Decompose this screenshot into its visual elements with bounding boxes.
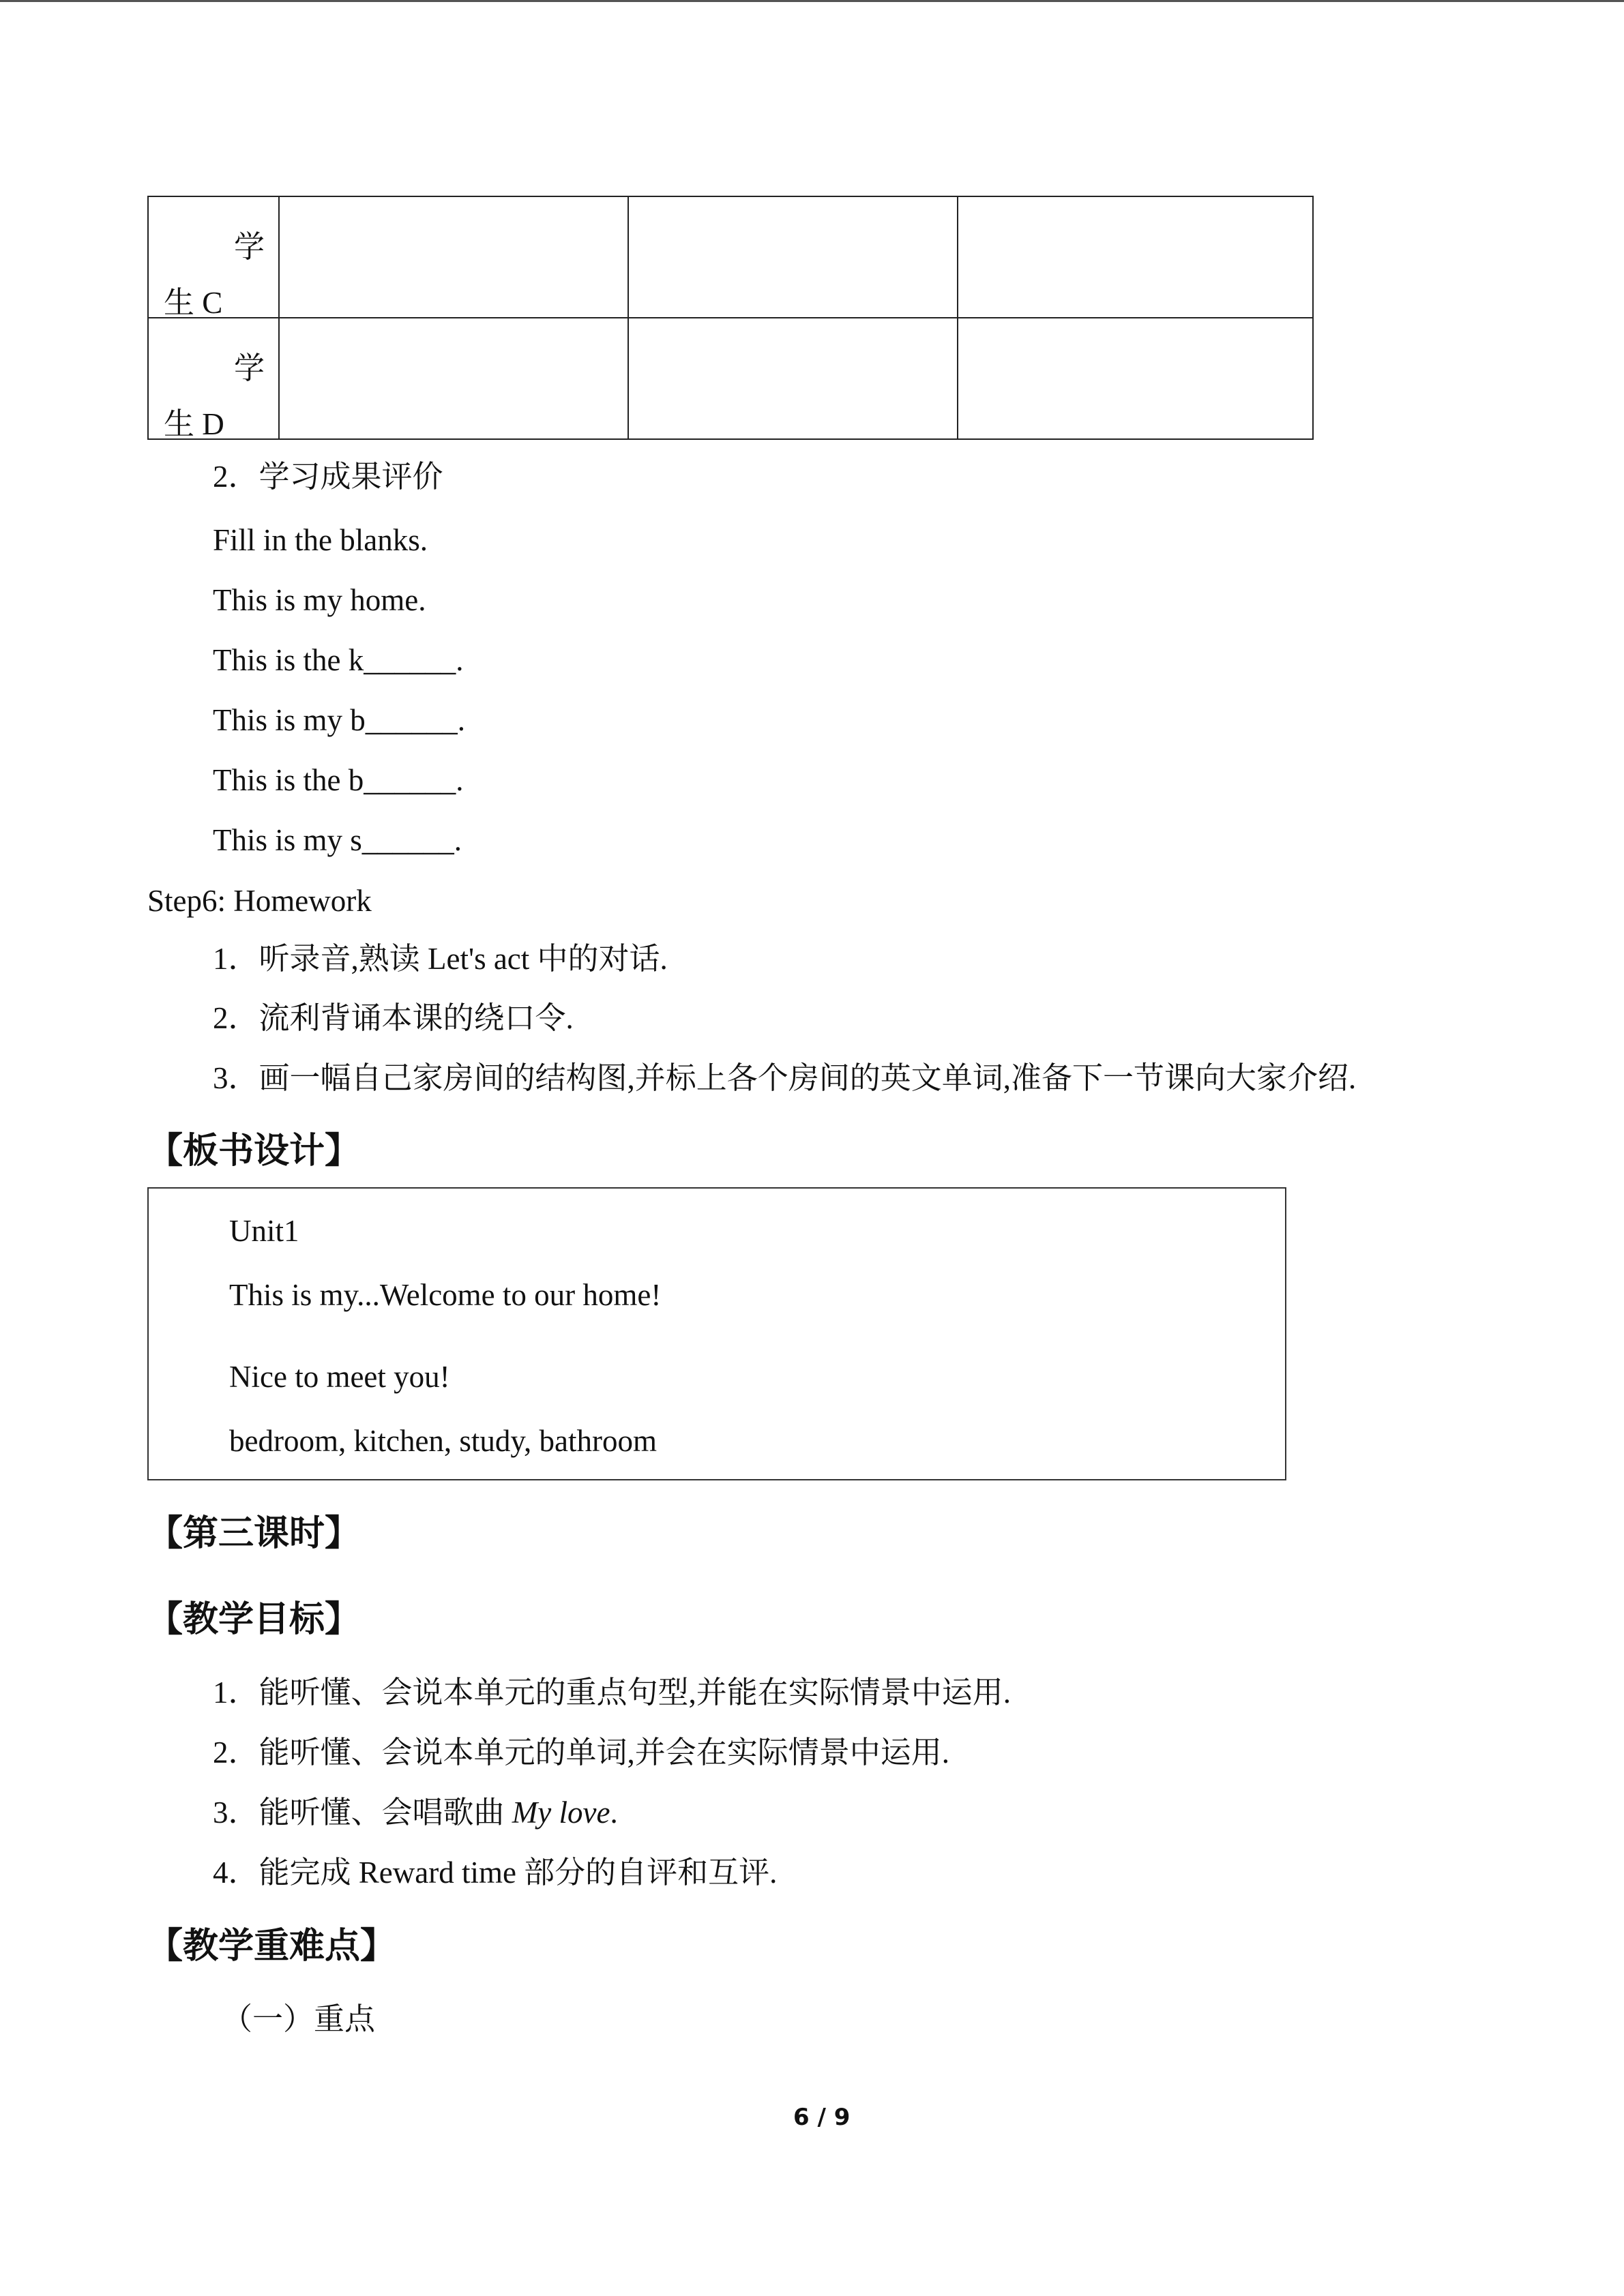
row-label-bottom: 生 D: [164, 407, 224, 441]
objective-item: 1．能听懂、会说本单元的重点句型,并能在实际情景中运用.: [213, 1675, 1012, 1710]
row-label-top: 学: [233, 230, 265, 264]
table-cell: [279, 318, 628, 439]
table-cell: [958, 196, 1313, 318]
table-cell-label: [148, 196, 279, 318]
table-cell: [279, 196, 628, 318]
objective-prefix: 3．能听懂、会唱歌曲: [213, 1795, 512, 1830]
exercise-line: This is my home.: [213, 583, 426, 617]
table-row: [148, 318, 1313, 439]
top-border-line: [0, 0, 1624, 2]
exercise-line: This is the k______.: [213, 643, 464, 677]
board-design-heading: 【板书设计】: [147, 1131, 361, 1172]
row-label-bottom: 生 C: [164, 286, 223, 320]
key-points-heading: 【教学重难点】: [147, 1926, 396, 1967]
objective-item: 2．能听懂、会说本单元的单词,并会在实际情景中运用.: [213, 1735, 950, 1770]
board-line: bedroom, kitchen, study, bathroom: [229, 1424, 657, 1458]
step6-title: Step6: Homework: [147, 884, 372, 918]
exercise-line: This is my b______.: [213, 703, 466, 737]
exercise-line: This is my s______.: [213, 823, 462, 857]
board-line: This is my...Welcome to our home!: [229, 1278, 662, 1312]
evaluation-table: [147, 196, 1314, 440]
objectives-heading: 【教学目标】: [147, 1599, 361, 1640]
table-cell: [628, 318, 958, 439]
homework-item: 3．画一幅自己家房间的结构图,并标上各个房间的英文单词,准备下一节课向大家介绍.: [213, 1061, 1357, 1095]
table-cell: [628, 196, 958, 318]
objective-item: 4．能完成 Reward time 部分的自评和互评.: [213, 1855, 778, 1890]
homework-item: 1．听录音,熟读 Let's act 中的对话.: [213, 942, 668, 976]
table-row: [148, 196, 1313, 318]
instruction-text: Fill in the blanks.: [213, 523, 428, 557]
board-line: Nice to meet you!: [229, 1360, 450, 1394]
section-heading-results: 2．学习成果评价: [213, 460, 443, 494]
board-design-box: [147, 1187, 1286, 1480]
table-cell-label: [148, 318, 279, 439]
objective-suffix: .: [610, 1795, 618, 1830]
page-number: 6 / 9: [793, 2104, 851, 2131]
objective-item: [213, 1796, 618, 1830]
homework-item: 2．流利背诵本课的绕口令.: [213, 1001, 574, 1035]
exercise-line: This is the b______.: [213, 763, 464, 797]
key-points-sub: （一）重点: [222, 2002, 376, 2036]
table-cell: [958, 318, 1313, 439]
lesson3-heading: 【第三课时】: [147, 1513, 361, 1554]
board-line: Unit1: [229, 1214, 299, 1248]
song-title: My love: [512, 1795, 610, 1830]
row-label-top: 学: [233, 351, 265, 385]
